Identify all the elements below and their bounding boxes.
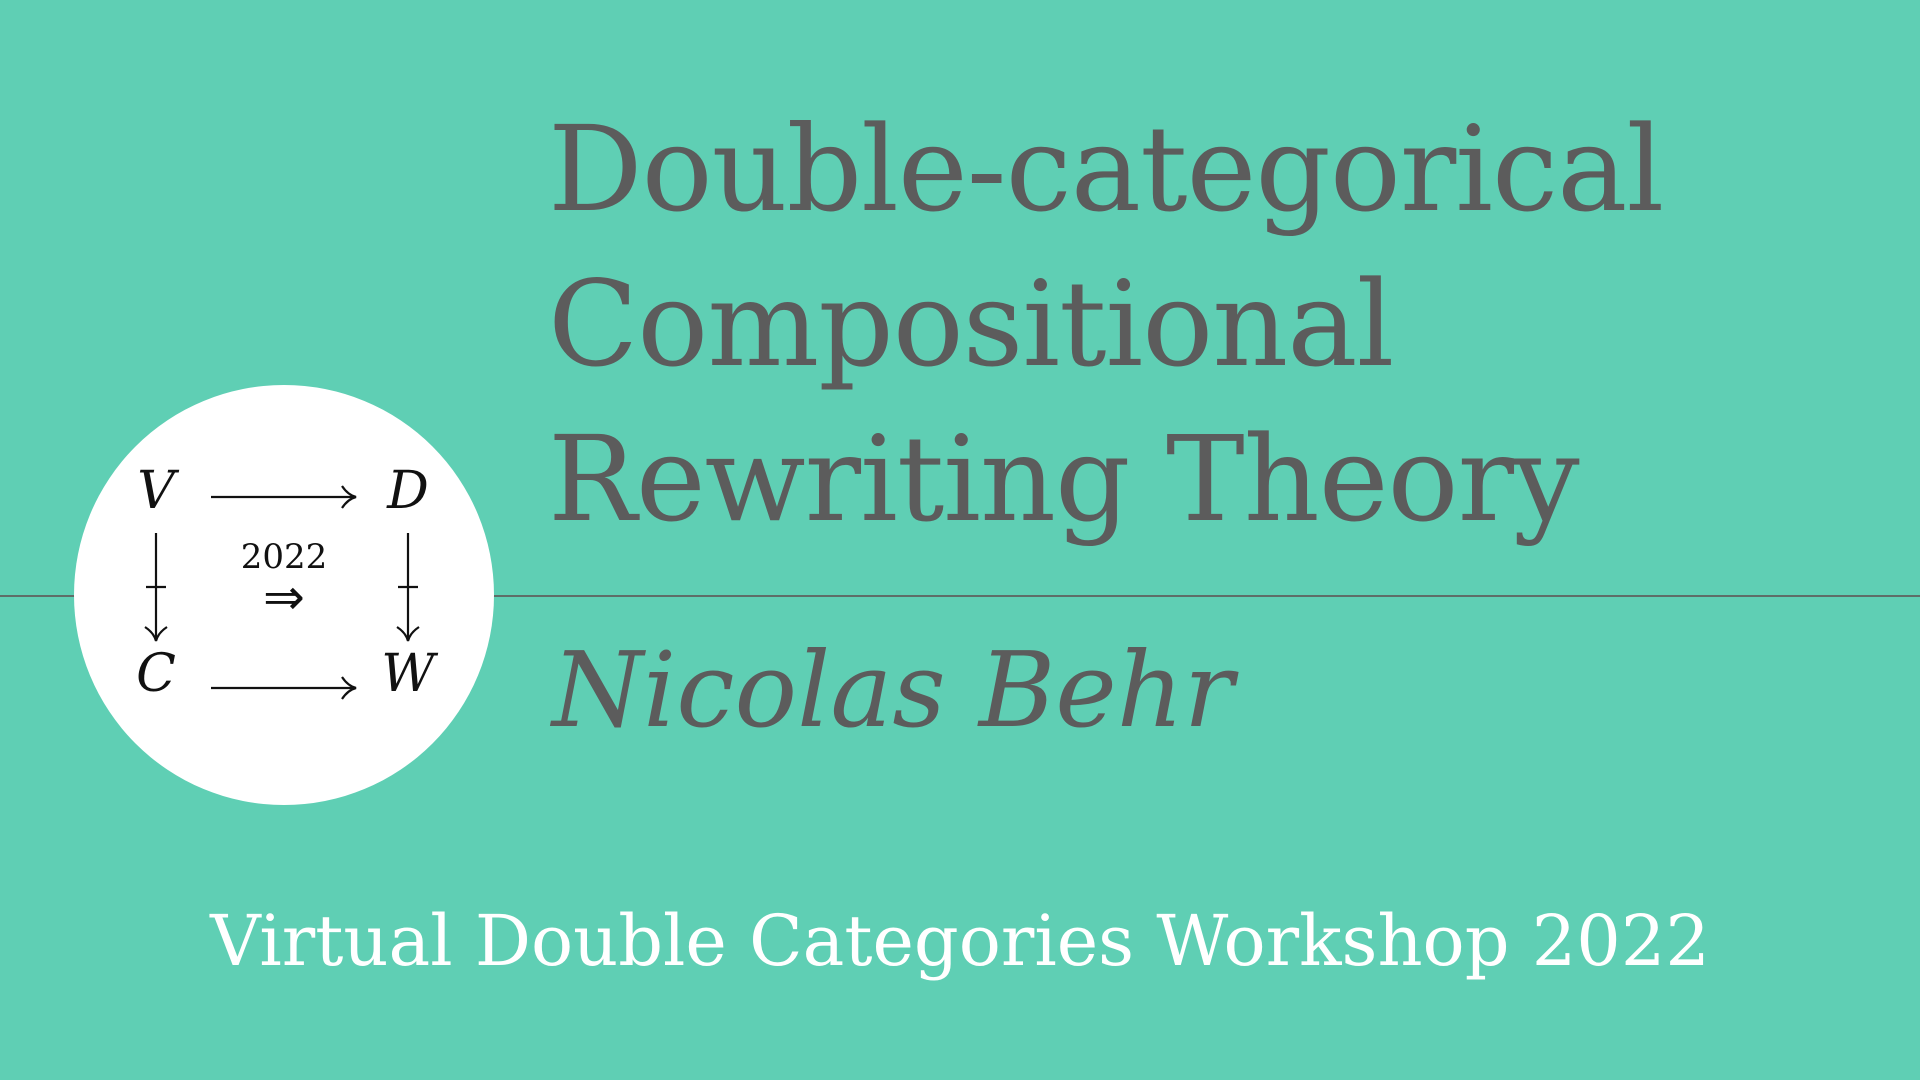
logo-label-bottom-right: W <box>381 644 435 704</box>
left-arrow-icon <box>145 533 167 641</box>
talk-title-line-3: Rewriting Theory <box>548 410 1579 548</box>
top-arrow-icon <box>211 486 356 508</box>
author-name: Nicolas Behr <box>552 629 1234 751</box>
bottom-arrow-icon <box>211 677 356 699</box>
logo-year-label: 2022 <box>240 537 328 577</box>
talk-title <box>548 92 1663 557</box>
commutative-square-diagram <box>74 385 494 805</box>
logo-label-top-left: V <box>137 461 175 521</box>
talk-title-line-2: Compositional <box>548 255 1394 393</box>
double-arrow-icon: ⇒ <box>263 568 305 626</box>
talk-title-line-1: Double-categorical <box>548 100 1664 238</box>
logo-label-bottom-left: C <box>136 644 176 704</box>
workshop-logo <box>74 385 494 805</box>
right-arrow-icon <box>397 533 419 641</box>
logo-label-top-right: D <box>387 461 429 521</box>
event-name: Virtual Double Categories Workshop 2022 <box>210 900 1710 982</box>
